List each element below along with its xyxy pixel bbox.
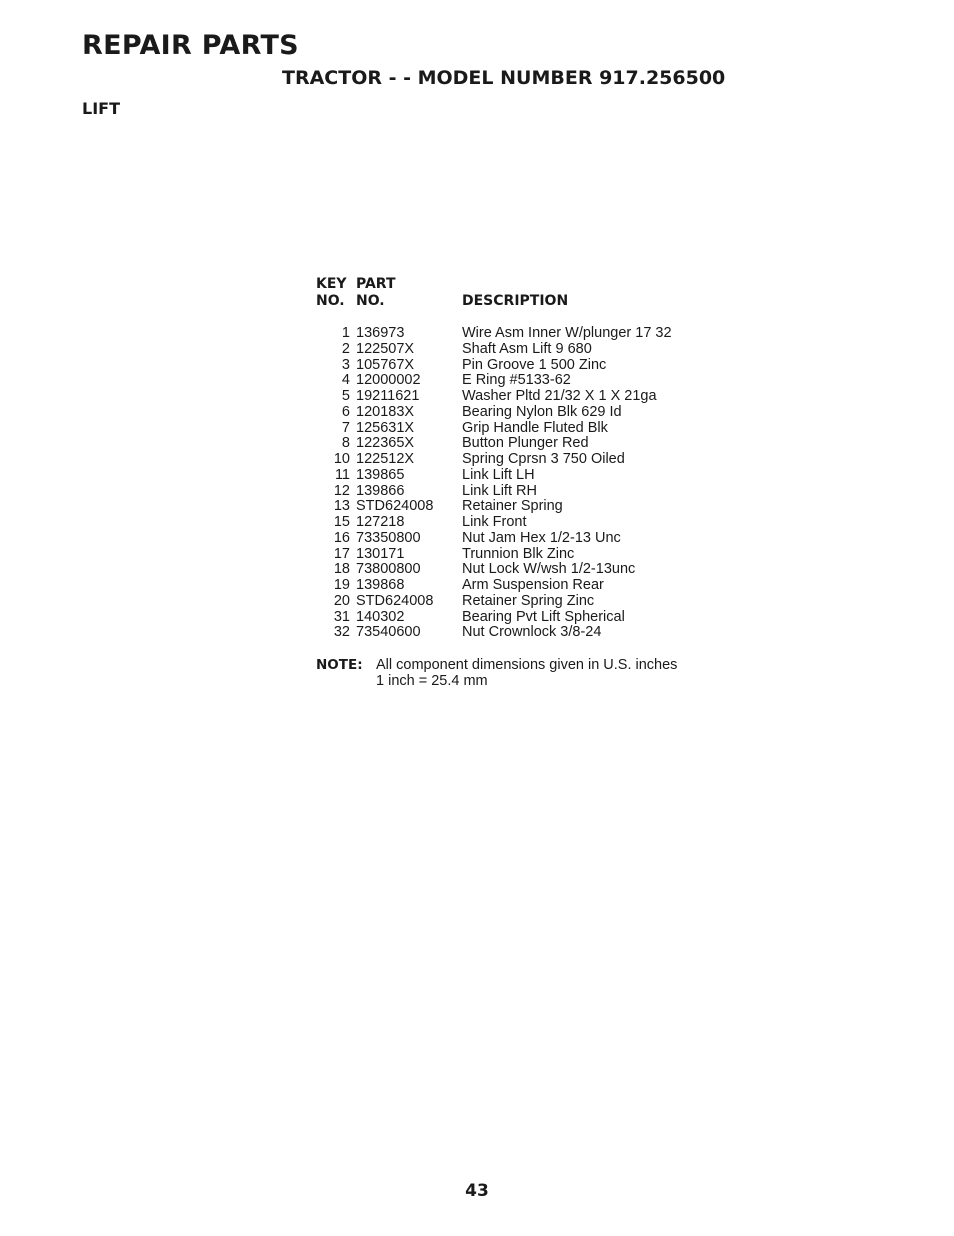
part-no-cell: 122512X xyxy=(356,451,415,467)
key-no-cell: 6 xyxy=(341,403,350,420)
description-cell: Nut Lock W/wsh 1/2-13unc xyxy=(462,561,636,578)
table-row xyxy=(316,562,672,578)
page-header xyxy=(82,30,299,62)
description-cell: Spring Cprsn 3 750 Oiled xyxy=(462,451,625,467)
note-label: NOTE: xyxy=(316,657,363,673)
section-title: LIFT xyxy=(82,99,120,118)
table-row xyxy=(316,452,672,468)
key-no-cell: 7 xyxy=(341,419,350,436)
table-row xyxy=(316,484,672,500)
part-no-cell: 139868 xyxy=(356,577,405,593)
header-row xyxy=(316,276,672,310)
key-no-cell: 19 xyxy=(333,577,350,593)
description-cell: Washer Pltd 21/32 X 1 X 21ga xyxy=(462,388,657,404)
description-cell: Bearing Pvt Lift Spherical xyxy=(462,608,625,625)
description-cell: Link Front xyxy=(462,514,527,530)
part-no-cell: 140302 xyxy=(356,608,405,625)
description-cell: Nut Crownlock 3/8-24 xyxy=(462,624,602,641)
part-no-cell: 120183X xyxy=(356,403,415,420)
key-no-cell: 11 xyxy=(334,466,350,483)
note-text: All component dimensions given in U.S. inches xyxy=(376,657,678,673)
part-no-cell: 139866 xyxy=(356,482,405,499)
key-no-cell: 10 xyxy=(333,451,350,467)
description-cell: Wire Asm Inner W/plunger 17 32 xyxy=(462,325,672,341)
key-no-cell: 4 xyxy=(341,372,350,389)
key-no-cell: 16 xyxy=(333,529,350,546)
table-row xyxy=(316,625,672,641)
table-row xyxy=(316,326,672,342)
table-row xyxy=(316,389,672,405)
part-no-cell: 19211621 xyxy=(356,388,420,404)
description-header: DESCRIPTION xyxy=(462,293,569,309)
key-no-cell: 3 xyxy=(341,356,350,373)
parts-table xyxy=(316,276,672,641)
part-no-cell: 136973 xyxy=(356,325,405,341)
description-cell: Retainer Spring xyxy=(462,498,563,515)
spacer-cell xyxy=(316,310,672,326)
part-header-line2: NO. xyxy=(356,293,385,309)
description-cell: Shaft Asm Lift 9 680 xyxy=(462,340,592,357)
note-conversion: 1 inch = 25.4 mm xyxy=(376,673,488,689)
part-no-cell: STD624008 xyxy=(356,498,434,515)
description-cell: Bearing Nylon Blk 629 Id xyxy=(462,403,622,420)
key-no-cell: 12 xyxy=(333,482,350,499)
part-no-cell: STD624008 xyxy=(356,592,434,609)
note-line1 xyxy=(316,657,677,673)
part-no-cell: 122507X xyxy=(356,340,415,357)
description-cell: E Ring #5133-62 xyxy=(462,372,571,389)
description-cell: Button Plunger Red xyxy=(462,435,589,452)
page-number: 43 xyxy=(465,1181,489,1201)
part-no-cell: 139865 xyxy=(356,466,405,483)
key-no-cell: 13 xyxy=(333,498,350,515)
table-row xyxy=(316,578,672,594)
parts-table-header xyxy=(316,276,672,326)
note-block xyxy=(316,657,677,689)
table-row xyxy=(316,499,672,515)
description-cell: Retainer Spring Zinc xyxy=(462,592,595,609)
table-row xyxy=(316,594,672,610)
part-no-cell: 73540600 xyxy=(356,624,421,641)
model-subtitle: TRACTOR - - MODEL NUMBER 917.256500 xyxy=(282,67,726,89)
table-row xyxy=(316,358,672,374)
table-row xyxy=(316,421,672,437)
description-cell: Arm Suspension Rear xyxy=(462,577,604,593)
key-no-cell: 20 xyxy=(333,592,350,609)
description-cell: Pin Groove 1 500 Zinc xyxy=(462,356,607,373)
part-no-header xyxy=(356,276,462,310)
table-row xyxy=(316,405,672,421)
key-no-cell: 1 xyxy=(341,325,350,341)
key-header-line1: KEY xyxy=(316,276,347,292)
description-cell: Trunnion Blk Zinc xyxy=(462,545,575,562)
part-no-cell: 73800800 xyxy=(356,561,421,578)
part-no-cell: 125631X xyxy=(356,419,415,436)
table-row xyxy=(316,547,672,563)
page-title: REPAIR PARTS xyxy=(82,30,299,61)
key-no-cell: 15 xyxy=(333,514,350,530)
part-no-cell: 122365X xyxy=(356,435,415,452)
description-cell: Nut Jam Hex 1/2-13 Unc xyxy=(462,529,621,546)
key-no-cell: 8 xyxy=(341,435,350,452)
key-no-cell: 17 xyxy=(333,545,350,562)
header-spacer xyxy=(316,310,672,326)
key-no-cell: 5 xyxy=(341,388,350,404)
key-no-cell: 32 xyxy=(333,624,350,641)
table-row xyxy=(316,515,672,531)
key-no-cell: 18 xyxy=(333,561,350,578)
key-header-line2: NO. xyxy=(316,293,345,309)
table-row xyxy=(316,436,672,452)
table-row xyxy=(316,468,672,484)
part-header-line1: PART xyxy=(356,276,396,292)
key-no-cell: 31 xyxy=(333,608,350,625)
table-row xyxy=(316,342,672,358)
part-no-cell: 130171 xyxy=(356,545,405,562)
table-row xyxy=(316,531,672,547)
description-cell: Grip Handle Fluted Blk xyxy=(462,419,608,436)
key-no-header xyxy=(316,276,356,310)
key-no-cell: 2 xyxy=(341,340,350,357)
description-cell: Link Lift RH xyxy=(462,482,537,499)
part-no-cell: 105767X xyxy=(356,356,415,373)
description-cell: Link Lift LH xyxy=(462,466,535,483)
table-row xyxy=(316,610,672,626)
part-no-cell: 73350800 xyxy=(356,529,421,546)
table-row xyxy=(316,373,672,389)
part-no-cell: 12000002 xyxy=(356,372,421,389)
part-no-cell: 127218 xyxy=(356,514,405,530)
parts-table-body xyxy=(316,326,672,641)
